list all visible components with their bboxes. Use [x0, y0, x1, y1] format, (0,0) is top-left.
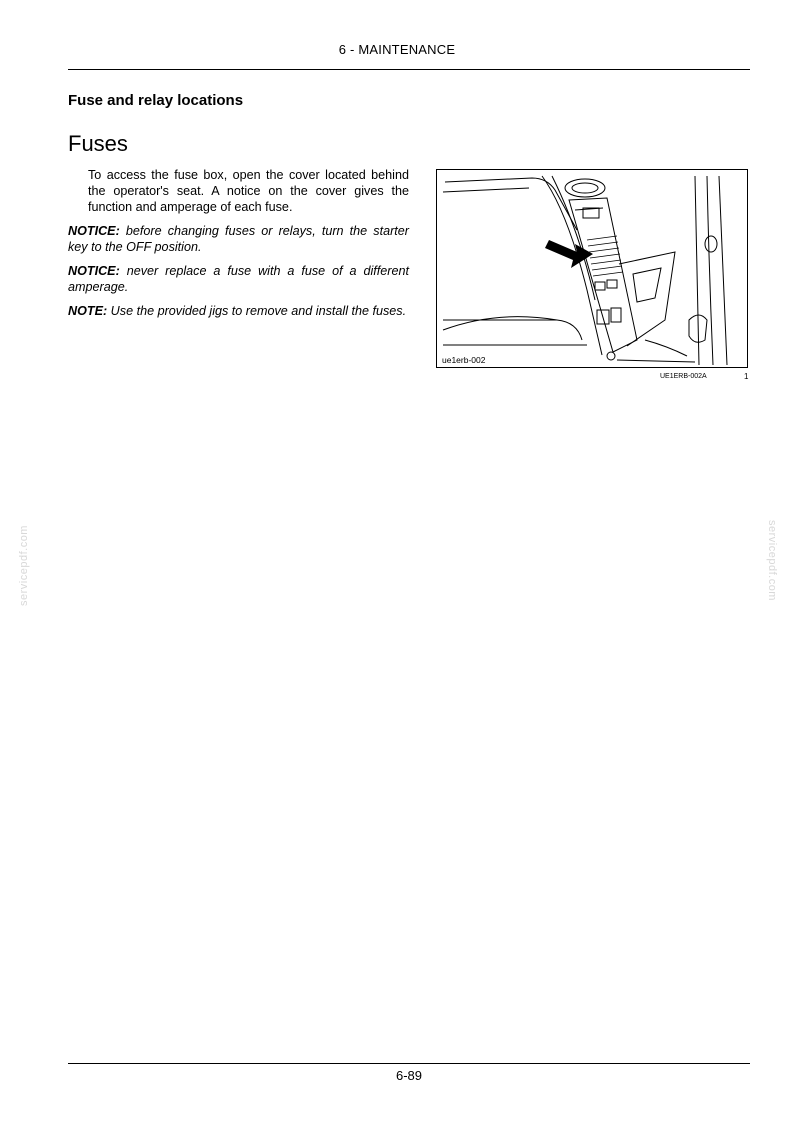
- chapter-header: 6 - MAINTENANCE: [338, 42, 456, 57]
- watermark-left: servicepdf.com: [18, 525, 30, 606]
- figure-number: 1: [744, 372, 749, 381]
- fuse-box-figure: [436, 169, 748, 368]
- notice-label: NOTICE:: [68, 224, 120, 238]
- page-number: 6-89: [395, 1068, 423, 1083]
- notice-label: NOTICE:: [68, 264, 120, 278]
- notice-text: before changing fuses or relays, turn the starter key to the OFF position.: [68, 224, 409, 254]
- intro-paragraph: To access the fuse box, open the cover located behind the operator's seat. A notice on the cover gives the function and amperage of each fuse.: [88, 168, 409, 214]
- notice-starter-key: [68, 223, 409, 255]
- fuse-box-illustration: [437, 170, 748, 368]
- note-label: NOTE:: [68, 304, 108, 318]
- body-text: [68, 167, 409, 327]
- note-jigs: [68, 303, 409, 319]
- notice-text: never replace a fuse with a fuse of a different amperage.: [68, 264, 409, 294]
- figure-caption: UE1ERB-002A: [660, 373, 707, 380]
- section-title: Fuse and relay locations: [68, 92, 244, 109]
- notice-amperage: [68, 263, 409, 295]
- note-text: Use the provided jigs to remove and install the fuses.: [107, 304, 407, 318]
- subsection-title: Fuses: [68, 131, 128, 156]
- watermark-right: servicepdf.com: [766, 520, 778, 601]
- figure-image-id: ue1erb-002: [442, 355, 486, 365]
- footer-rule: [68, 1063, 750, 1064]
- header-rule: [68, 69, 750, 70]
